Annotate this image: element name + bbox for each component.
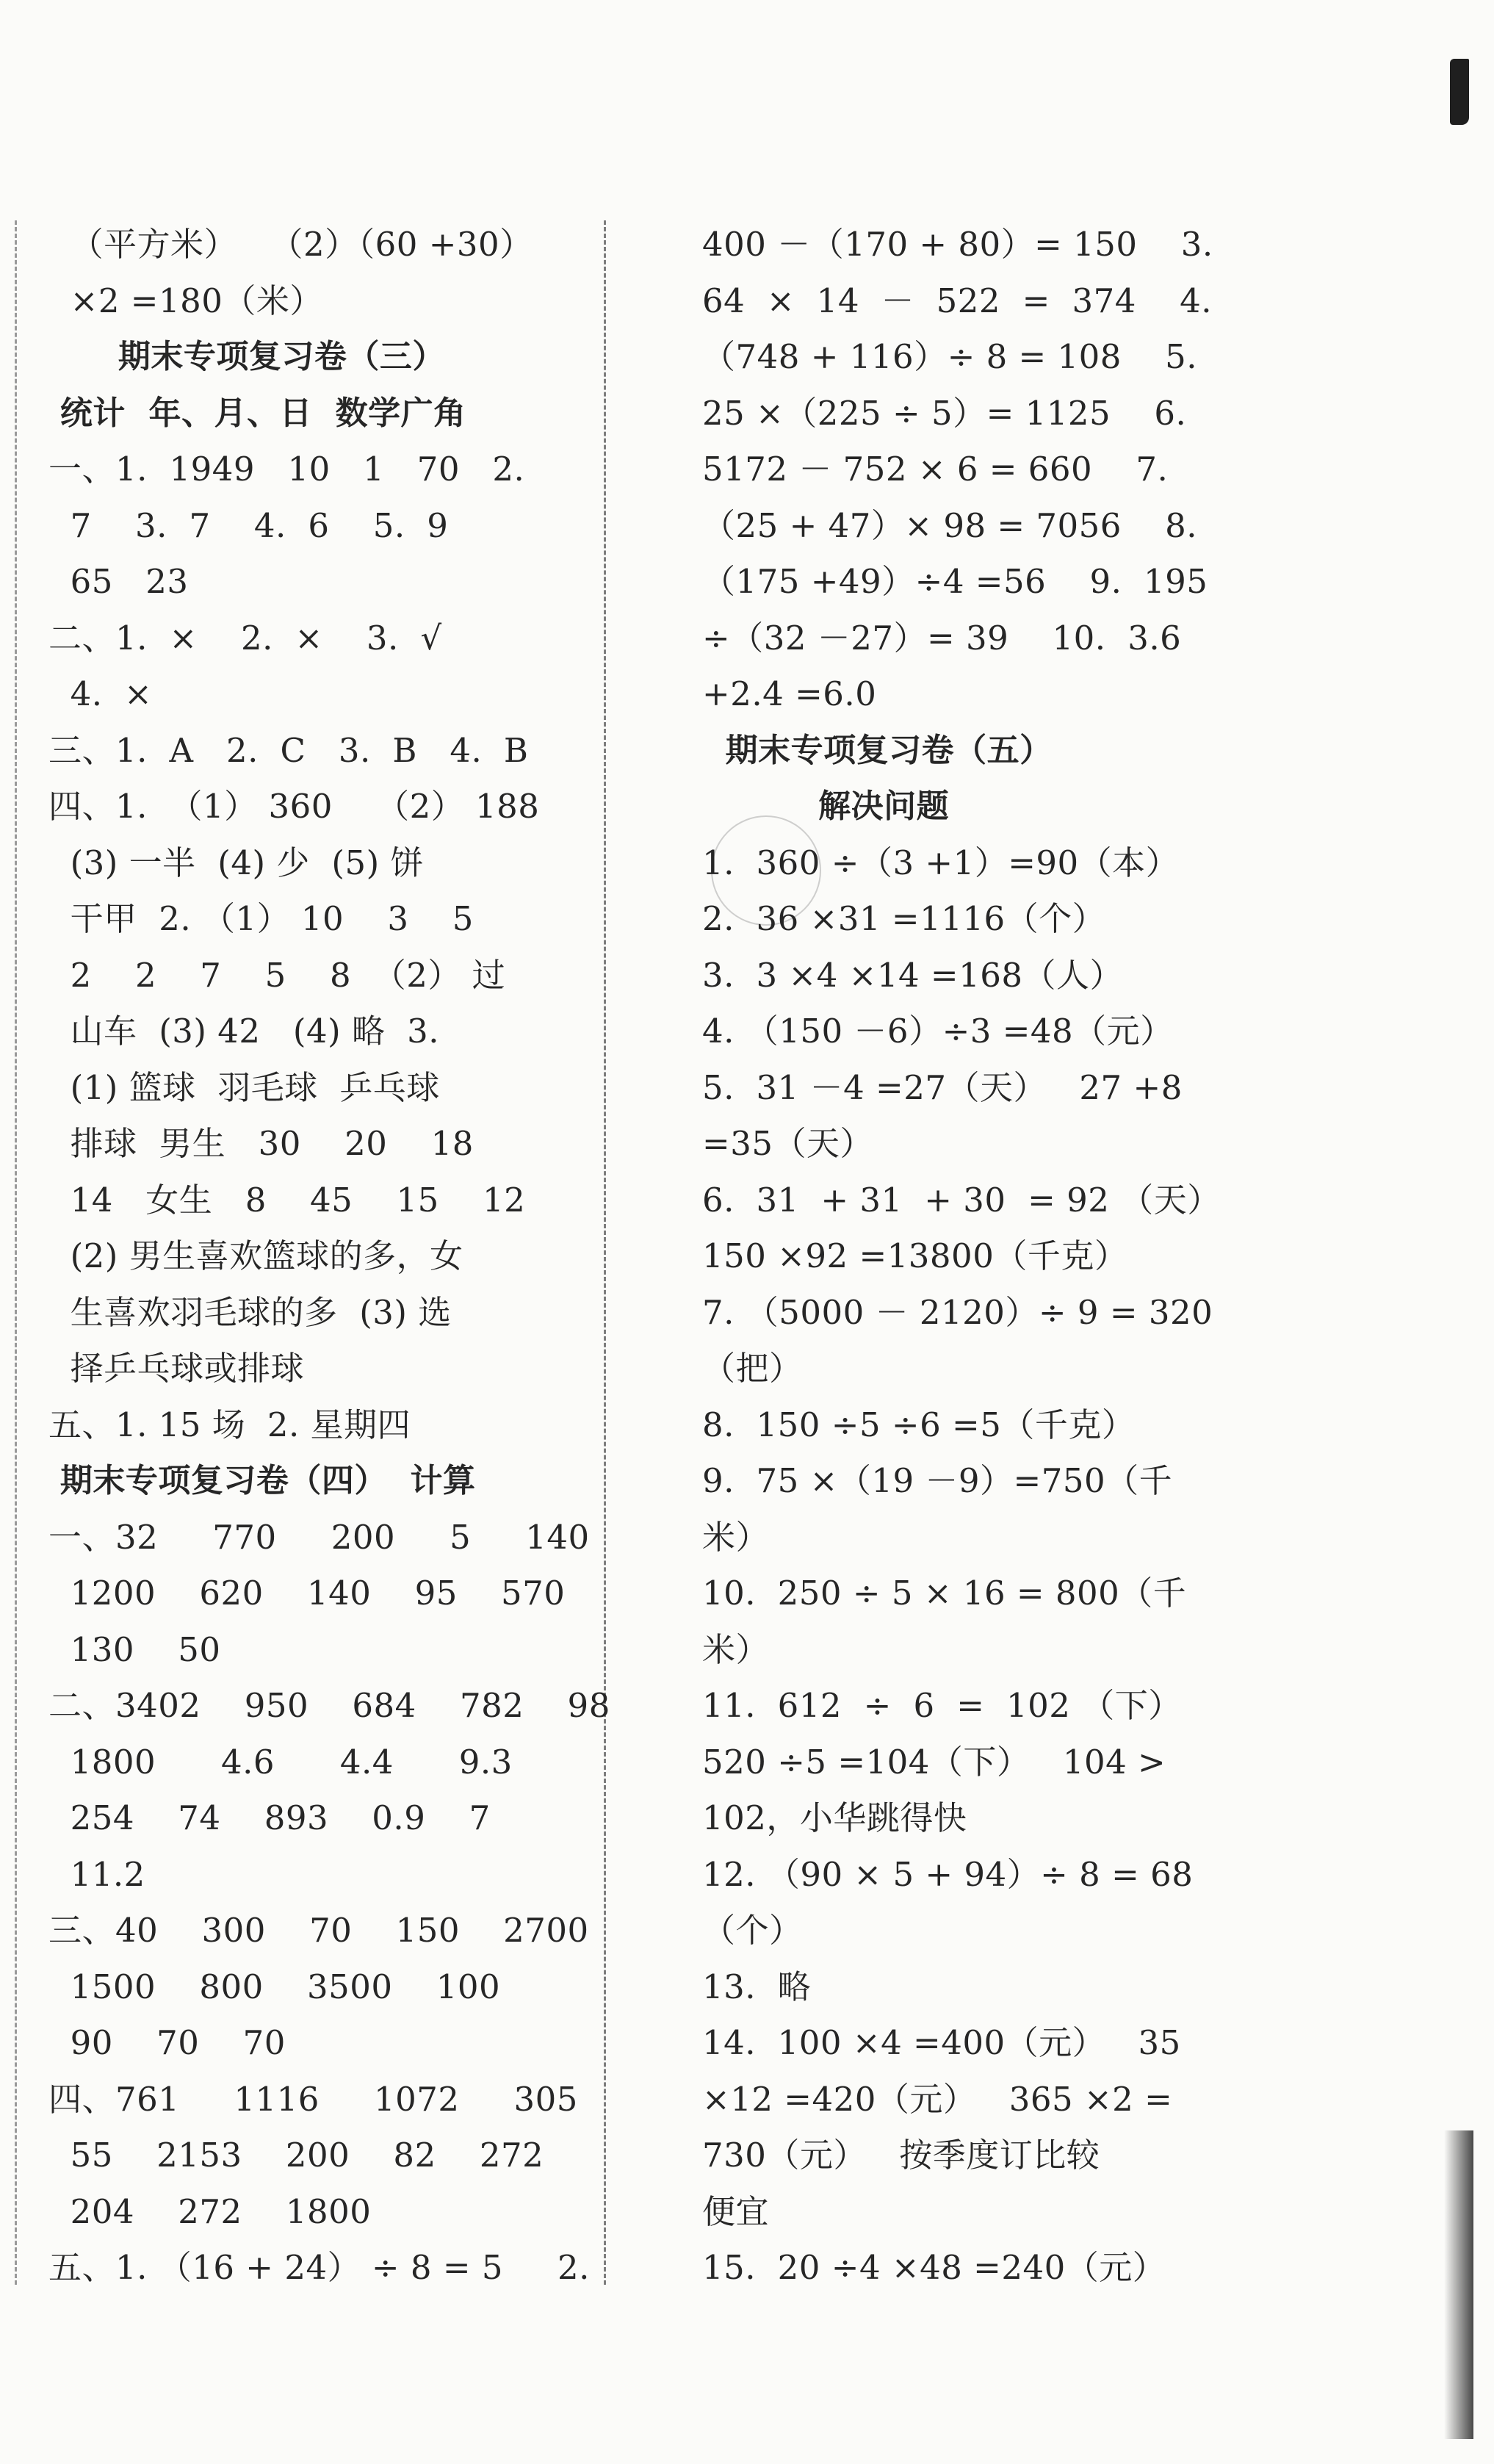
answer-line: （175 +49）÷4 =56 9. 195	[702, 562, 1208, 601]
answer-line: 1500 800 3500 100	[48, 1967, 501, 2006]
answer-line: 米）	[702, 1629, 770, 1669]
answer-line: 65 23	[48, 562, 189, 601]
answer-line: 254 74 893 0.9 7	[48, 1798, 491, 1837]
answer-line: 25 ×（225 ÷ 5）= 1125 6.	[702, 393, 1187, 433]
answer-line: （把）	[702, 1349, 803, 1388]
answer-line: 三、40 300 70 150 2700	[48, 1911, 589, 1950]
answer-line: 五、1. 15 场 2. 星期四	[48, 1405, 411, 1444]
answer-line: 5172 － 752 × 6 = 660 7.	[702, 450, 1169, 489]
answer-line: 二、3402 950 684 782 98	[48, 1686, 610, 1725]
answer-line: 5. 31 －4 =27（天） 27 +8	[702, 1067, 1183, 1107]
answer-line: 五、1. （16 + 24） ÷ 8 = 5 2.	[48, 2248, 590, 2287]
section-heading: 期末专项复习卷（五）	[702, 731, 1053, 769]
answer-line: 1800 4.6 4.4 9.3	[48, 1742, 513, 1782]
answer-line: 14. 100 ×4 =400（元） 35	[702, 2023, 1181, 2062]
column-divider	[604, 220, 606, 2285]
scan-edge-shadow	[1444, 2130, 1473, 2439]
answer-line: 520 ÷5 =104（下） 104 >	[702, 1742, 1166, 1782]
answer-line: 730（元） 按季度订比较	[702, 2136, 1100, 2175]
answer-line: 204 272 1800	[48, 2191, 372, 2231]
answer-line: 400 －（170 + 80）= 150 3.	[702, 225, 1213, 264]
answer-line: （平方米） （2）（60 +30）	[48, 225, 533, 264]
answer-line: 9. 75 ×（19 －9）=750（千	[702, 1461, 1173, 1500]
answer-line: ×2 =180（米）	[48, 281, 323, 320]
answer-line: (1) 篮球 羽毛球 乒乓球	[48, 1067, 440, 1107]
answer-line: 三、1. A 2. C 3. B 4. B	[48, 730, 529, 770]
answer-line: 150 ×92 =13800（千克）	[702, 1236, 1128, 1275]
answer-line: 干甲 2. （1） 10 3 5	[48, 899, 474, 938]
answer-line: 二、1. × 2. × 3. √	[48, 618, 442, 658]
binding-dashed-line	[15, 220, 17, 2285]
section-heading: 期末专项复习卷（三）	[48, 338, 445, 375]
answer-line: 择乒乓球或排球	[48, 1349, 305, 1388]
answer-line: 7 3. 7 4. 6 5. 9	[48, 505, 449, 545]
answer-line: （个）	[702, 1911, 803, 1950]
answer-line: 山车 (3) 42 (4) 略 3.	[48, 1012, 440, 1051]
answer-line: 15. 20 ÷4 ×48 =240（元）	[702, 2248, 1166, 2287]
answer-line: 1. 360 ÷（3 +1）=90（本）	[702, 843, 1180, 882]
answer-line: 130 50	[48, 1629, 221, 1669]
answer-line: +2.4 =6.0	[702, 674, 877, 713]
answer-line: (3) 一半 (4) 少 (5) 饼	[48, 843, 424, 882]
answer-line: 2 2 7 5 8 （2） 过	[48, 955, 506, 995]
answer-line: 便宜	[702, 2191, 770, 2231]
answer-line: 一、32 770 200 5 140	[48, 1517, 590, 1557]
right-column	[702, 217, 1385, 2297]
answer-line: （25 + 47）× 98 = 7056 8.	[702, 505, 1198, 545]
answer-line: 3. 3 ×4 ×14 =168（人）	[702, 955, 1123, 995]
answer-line: 55 2153 200 82 272	[48, 2136, 544, 2175]
answer-line: 11.2	[48, 1854, 145, 1894]
answer-line: 排球 男生 30 20 18	[48, 1124, 474, 1163]
answer-line: 12. （90 × 5 + 94）÷ 8 = 68	[702, 1854, 1194, 1894]
answer-line: 13. 略	[702, 1967, 812, 2006]
answer-line: 10. 250 ÷ 5 × 16 = 800（千	[702, 1574, 1187, 1613]
answer-line: 米）	[702, 1517, 770, 1557]
section-heading: 统计 年、月、日 数学广角	[48, 394, 466, 432]
answer-line: 7. （5000 － 2120）÷ 9 = 320	[702, 1292, 1213, 1332]
answer-line: 四、761 1116 1072 305	[48, 2079, 578, 2119]
scan-edge-mark	[1450, 59, 1469, 125]
answer-line: 1200 620 140 95 570	[48, 1574, 566, 1613]
answer-line: （748 + 116）÷ 8 = 108 5.	[702, 337, 1198, 376]
answer-line: 102，小华跳得快	[702, 1798, 967, 1837]
answer-line: ×12 =420（元） 365 ×2 =	[702, 2079, 1173, 2119]
answer-line: =35（天）	[702, 1124, 873, 1163]
answer-line: 14 女生 8 45 15 12	[48, 1180, 526, 1220]
answer-line: 四、1. （1） 360 （2） 188	[48, 787, 540, 826]
answer-line: 8. 150 ÷5 ÷6 =5（千克）	[702, 1405, 1136, 1444]
answer-line: 11. 612 ÷ 6 = 102 （下）	[702, 1686, 1182, 1725]
answer-line: 6. 31 + 31 + 30 = 92 （天）	[702, 1180, 1221, 1220]
answer-line: ÷（32 －27）= 39 10. 3.6	[702, 618, 1182, 658]
answer-line: 2. 36 ×31 =1116（个）	[702, 899, 1106, 938]
answer-line: 4. ×	[48, 674, 153, 713]
left-column	[48, 217, 610, 2297]
section-heading: 期末专项复习卷（四） 计算	[48, 1462, 476, 1499]
answer-line: (2) 男生喜欢篮球的多，女	[48, 1236, 463, 1275]
answer-line: 一、1. 1949 10 1 70 2.	[48, 450, 525, 489]
answer-line: 生喜欢羽毛球的多 (3) 选	[48, 1292, 452, 1332]
answer-line: 4. （150 －6）÷3 =48（元）	[702, 1012, 1174, 1051]
answer-line: 64 × 14 － 522 = 374 4.	[702, 281, 1213, 320]
answer-line: 90 70 70	[48, 2023, 286, 2062]
section-heading: 解决问题	[702, 788, 950, 825]
